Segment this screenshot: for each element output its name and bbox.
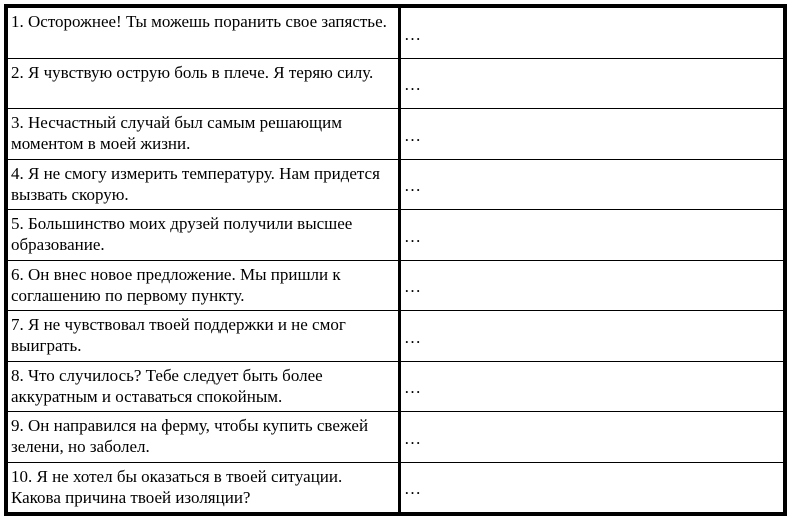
sentence-cell: 4. Я не смогу измерить температуру. Нам придется вызвать скорую. — [8, 159, 400, 210]
table-row — [8, 462, 784, 513]
table-row — [8, 361, 784, 412]
answer-cell: … — [400, 311, 784, 362]
sentence-cell: 2. Я чувствую острую боль в плече. Я теряю силу. — [8, 58, 400, 109]
table-row — [8, 412, 784, 463]
sentence-cell: 1. Осторожнее! Ты можешь поранить свое запястье. — [8, 8, 400, 59]
sentence-cell: 9. Он направился на ферму, чтобы купить свежей зелени, но заболел. — [8, 412, 400, 463]
table-row — [8, 311, 784, 362]
answer-cell: … — [400, 109, 784, 160]
translation-table — [7, 7, 784, 513]
sentence-cell: 5. Большинство моих друзей получили высшее образование. — [8, 210, 400, 261]
sentence-cell: 8. Что случилось? Тебе следует быть более аккуратным и оставаться спокойным. — [8, 361, 400, 412]
table-row — [8, 109, 784, 160]
sentence-cell: 7. Я не чувствовал твоей поддержки и не смог выиграть. — [8, 311, 400, 362]
answer-cell: … — [400, 58, 784, 109]
answer-cell: … — [400, 8, 784, 59]
answer-cell: … — [400, 159, 784, 210]
answer-cell: … — [400, 412, 784, 463]
answer-cell: … — [400, 361, 784, 412]
table-row — [8, 210, 784, 261]
table-row — [8, 58, 784, 109]
sentence-cell: 3. Несчастный случай был самым решающим моментом в моей жизни. — [8, 109, 400, 160]
sentence-cell: 6. Он внес новое предложение. Мы пришли к соглашению по первому пункту. — [8, 260, 400, 311]
table-row — [8, 8, 784, 59]
sentence-cell: 10. Я не хотел бы оказаться в твоей ситуации. Какова причина твоей изоляции? — [8, 462, 400, 513]
answer-cell: … — [400, 260, 784, 311]
exercise-sheet — [4, 4, 787, 516]
answer-cell: … — [400, 210, 784, 261]
table-row — [8, 260, 784, 311]
table-row — [8, 159, 784, 210]
answer-cell: … — [400, 462, 784, 513]
